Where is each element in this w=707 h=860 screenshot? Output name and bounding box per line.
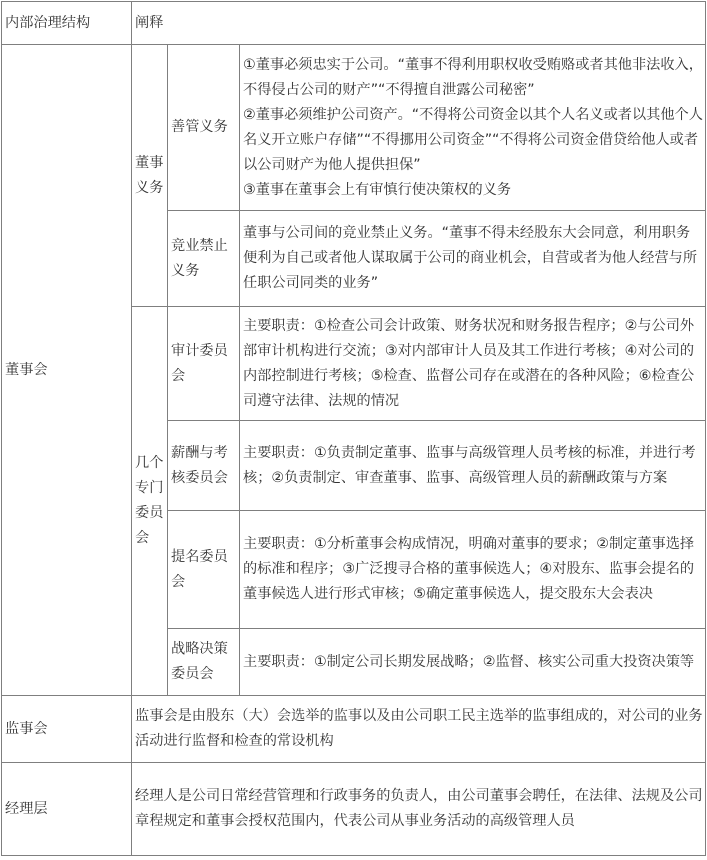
governance-table <box>1 1 706 856</box>
care-duty-item: ①董事必须忠实于公司。“董事不得利用职权收受贿赂或者其他非法收入，不得侵占公司的财产”“不得擅自泄露公司秘密” <box>243 56 703 98</box>
nomination-committee-label: 提名委员会 <box>168 511 240 629</box>
director-duties-label: 董事义务 <box>132 45 168 307</box>
table-row <box>2 696 706 763</box>
nomination-committee-content: 主要职责：①分析董事会构成情况，明确对董事的要求；②制定董事选择的标准和程序；③广泛搜寻合格的董事候选人；④对股东、监事会提名的董事候选人进行形式审核；⑤确定董事候选人，提交股东大会表决 <box>240 511 706 629</box>
care-duty-content <box>240 45 706 211</box>
header-structure: 内部治理结构 <box>2 2 132 45</box>
header-row <box>2 2 706 45</box>
strategy-committee-label: 战略决策委员会 <box>168 629 240 696</box>
audit-committee-content: 主要职责：①检查公司会计政策、财务状况和财务报告程序；②与公司外部审计机构进行交流；③对内部审计人员及其工作进行考核；④对公司的内部控制进行考核；⑤检查、监督公司存在或潜在的各种风险；⑥检查公司遵守法律、法规的情况 <box>240 307 706 421</box>
board-label: 董事会 <box>2 45 132 696</box>
table-row <box>2 763 706 856</box>
supervisory-board-label: 监事会 <box>2 696 132 763</box>
strategy-committee-content: 主要职责：①制定公司长期发展战略；②监督、核实公司重大投资决策等 <box>240 629 706 696</box>
noncompete-duty-content: 董事与公司间的竞业禁止义务。“董事不得未经股东大会同意，利用职务便利为自己或者他人谋取属于公司的商业机会，自营或者为他人经营与所任职公司同类的业务” <box>240 211 706 307</box>
committees-label: 几个专门委员会 <box>132 307 168 696</box>
compensation-committee-content: 主要职责：①负责制定董事、监事与高级管理人员考核的标准，并进行考核；②负责制定、审查董事、监事、高级管理人员的薪酬政策与方案 <box>240 421 706 511</box>
audit-committee-label: 审计委员会 <box>168 307 240 421</box>
noncompete-duty-label: 竞业禁止义务 <box>168 211 240 307</box>
compensation-committee-label: 薪酬与考核委员会 <box>168 421 240 511</box>
management-label: 经理层 <box>2 763 132 856</box>
care-duty-item: ③董事在董事会上有审慎行使决策权的义务 <box>243 181 512 198</box>
management-content: 经理人是公司日常经营管理和行政事务的负责人，由公司董事会聘任，在法律、法规及公司章程规定和董事会授权范围内，代表公司从事业务活动的高级管理人员 <box>132 763 706 856</box>
supervisory-board-content: 监事会是由股东（大）会选举的监事以及由公司职工民主选举的监事组成的，对公司的业务活动进行监督和检查的常设机构 <box>132 696 706 763</box>
header-explanation: 阐释 <box>132 2 706 45</box>
care-duty-item: ②董事必须维护公司资产。“不得将公司资金以其个人名义或者以其他个人名义开立账户存储”“不得挪用公司资金”“不得将公司资金借贷给他人或者以公司财产为他人提供担保” <box>243 106 703 173</box>
care-duty-label: 善管义务 <box>168 45 240 211</box>
table-row <box>2 45 706 211</box>
